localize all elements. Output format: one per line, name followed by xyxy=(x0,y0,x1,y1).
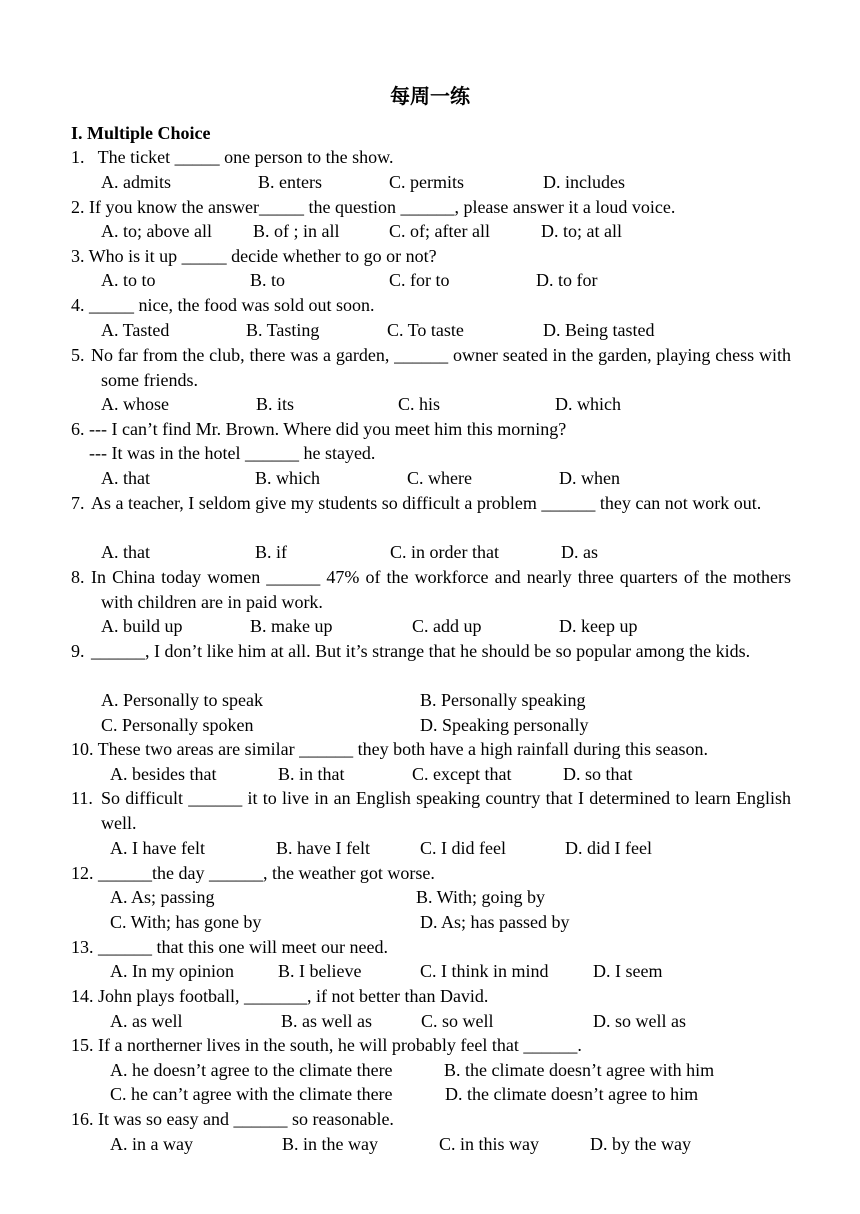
q3-option-c: C. for to xyxy=(389,270,450,290)
q15-option-a: A. he doesn’t agree to the climate there xyxy=(110,1060,393,1080)
q15-option-d: D. the climate doesn’t agree to him xyxy=(445,1084,699,1104)
q10-option-c: C. except that xyxy=(412,764,512,784)
question-16-text: 16. It was so easy and ______ so reasonable. xyxy=(71,1109,394,1129)
q14-option-a: A. as well xyxy=(110,1011,183,1031)
q13-option-c: C. I think in mind xyxy=(420,961,549,981)
q6-option-d: D. when xyxy=(559,468,620,488)
question-9-number: 9. xyxy=(71,641,85,661)
q4-option-d: D. Being tasted xyxy=(543,320,655,340)
q16-option-c: C. in this way xyxy=(439,1134,540,1154)
q6-option-b: B. which xyxy=(255,468,320,488)
q12-option-c: C. With; has gone by xyxy=(110,912,262,932)
q4-option-c: C. To taste xyxy=(387,320,464,340)
q11-option-d: D. did I feel xyxy=(565,838,652,858)
question-5-text xyxy=(91,343,791,392)
q14-option-b: B. as well as xyxy=(281,1011,372,1031)
q6-option-c: C. where xyxy=(407,468,472,488)
q4-option-b: B. Tasting xyxy=(246,320,320,340)
q12-option-d: D. As; has passed by xyxy=(420,912,570,932)
question-10-text: 10. These two areas are similar ______ they both have a high rainfall during this season. xyxy=(71,739,709,759)
q2-option-b: B. of ; in all xyxy=(253,221,340,241)
q9-option-a: A. Personally to speak xyxy=(101,690,263,710)
q16-option-a: A. in a way xyxy=(110,1134,193,1154)
question-9-stem: ______, I don’t like him at all. But it’s strange that he should be so popular among the kids. xyxy=(91,641,751,661)
q13-option-d: D. I seem xyxy=(593,961,663,981)
question-9-text xyxy=(91,639,791,664)
q5-option-c: C. his xyxy=(398,394,441,414)
q3-option-d: D. to for xyxy=(536,270,598,290)
worksheet-title: 每周一练 xyxy=(390,84,470,108)
q16-option-d: D. by the way xyxy=(590,1134,691,1154)
q13-option-b: B. I believe xyxy=(278,961,362,981)
question-8-stem: In China today women ______ 47% of the workforce and nearly three quarters of the mothers with children are in paid work. xyxy=(91,567,791,612)
question-13-text: 13. ______ that this one will meet our need. xyxy=(71,937,388,957)
q1-option-c: C. permits xyxy=(389,172,464,192)
q2-option-c: C. of; after all xyxy=(389,221,490,241)
question-5-number: 5. xyxy=(71,345,85,365)
question-3-text: 3. Who is it up _____ decide whether to go or not? xyxy=(71,246,437,266)
q3-option-b: B. to xyxy=(250,270,286,290)
q11-option-b: B. have I felt xyxy=(276,838,370,858)
question-2-text: 2. If you know the answer_____ the question ______, please answer it a loud voice. xyxy=(71,197,676,217)
q14-option-d: D. so well as xyxy=(593,1011,686,1031)
question-14-text: 14. John plays football, _______, if not better than David. xyxy=(71,986,489,1006)
q2-option-a: A. to; above all xyxy=(101,221,212,241)
q11-option-c: C. I did feel xyxy=(420,838,506,858)
q6-option-a: A. that xyxy=(101,468,150,488)
q11-option-a: A. I have felt xyxy=(110,838,205,858)
question-5-stem: No far from the club, there was a garden, ______ owner seated in the garden, playing chess with some friends. xyxy=(91,345,791,390)
q8-option-a: A. build up xyxy=(101,616,183,636)
q7-option-d: D. as xyxy=(561,542,598,562)
q2-option-d: D. to; at all xyxy=(541,221,622,241)
q12-option-a: A. As; passing xyxy=(110,887,215,907)
q9-option-d: D. Speaking personally xyxy=(420,715,589,735)
q15-option-c: C. he can’t agree with the climate there xyxy=(110,1084,393,1104)
question-6-text: 6. --- I can’t find Mr. Brown. Where did you meet him this morning? xyxy=(71,419,567,439)
question-4-text: 4. _____ nice, the food was sold out soon. xyxy=(71,295,375,315)
question-11-text: So difficult ______ it to live in an English speaking country that I determined to learn English well. xyxy=(101,788,791,833)
q10-option-d: D. so that xyxy=(563,764,633,784)
q8-option-d: D. keep up xyxy=(559,616,638,636)
q3-option-a: A. to to xyxy=(101,270,156,290)
q5-option-b: B. its xyxy=(256,394,295,414)
q10-option-b: B. in that xyxy=(278,764,345,784)
q16-option-b: B. in the way xyxy=(282,1134,378,1154)
q9-option-c: C. Personally spoken xyxy=(101,715,254,735)
q1-option-b: B. enters xyxy=(258,172,322,192)
q14-option-c: C. so well xyxy=(421,1011,494,1031)
q13-option-a: A. In my opinion xyxy=(110,961,234,981)
q12-option-b: B. With; going by xyxy=(416,887,545,907)
question-15-text: 15. If a northerner lives in the south, he will probably feel that ______. xyxy=(71,1035,582,1055)
question-8-number: 8. xyxy=(71,567,85,587)
q1-option-a: A. admits xyxy=(101,172,171,192)
question-7-text: As a teacher, I seldom give my students so difficult a problem ______ they can not work out. xyxy=(91,493,762,513)
q4-option-a: A. Tasted xyxy=(101,320,170,340)
q5-option-a: A. whose xyxy=(101,394,169,414)
question-6-response: --- It was in the hotel ______ he stayed. xyxy=(89,443,376,463)
q5-option-d: D. which xyxy=(555,394,621,414)
q10-option-a: A. besides that xyxy=(110,764,217,784)
q8-option-b: B. make up xyxy=(250,616,333,636)
question-8-text xyxy=(91,565,791,614)
section-heading: I. Multiple Choice xyxy=(71,123,211,143)
q9-option-b: B. Personally speaking xyxy=(420,690,586,710)
question-1-text: 1. The ticket _____ one person to the show. xyxy=(71,147,394,167)
question-7-number: 7. xyxy=(71,493,85,513)
q15-option-b: B. the climate doesn’t agree with him xyxy=(444,1060,715,1080)
question-11-number: 11. xyxy=(71,788,93,808)
q7-option-b: B. if xyxy=(255,542,288,562)
q7-option-c: C. in order that xyxy=(390,542,499,562)
q1-option-d: D. includes xyxy=(543,172,625,192)
question-12-text: 12. ______the day ______, the weather got worse. xyxy=(71,863,435,883)
q7-option-a: A. that xyxy=(101,542,150,562)
q8-option-c: C. add up xyxy=(412,616,482,636)
